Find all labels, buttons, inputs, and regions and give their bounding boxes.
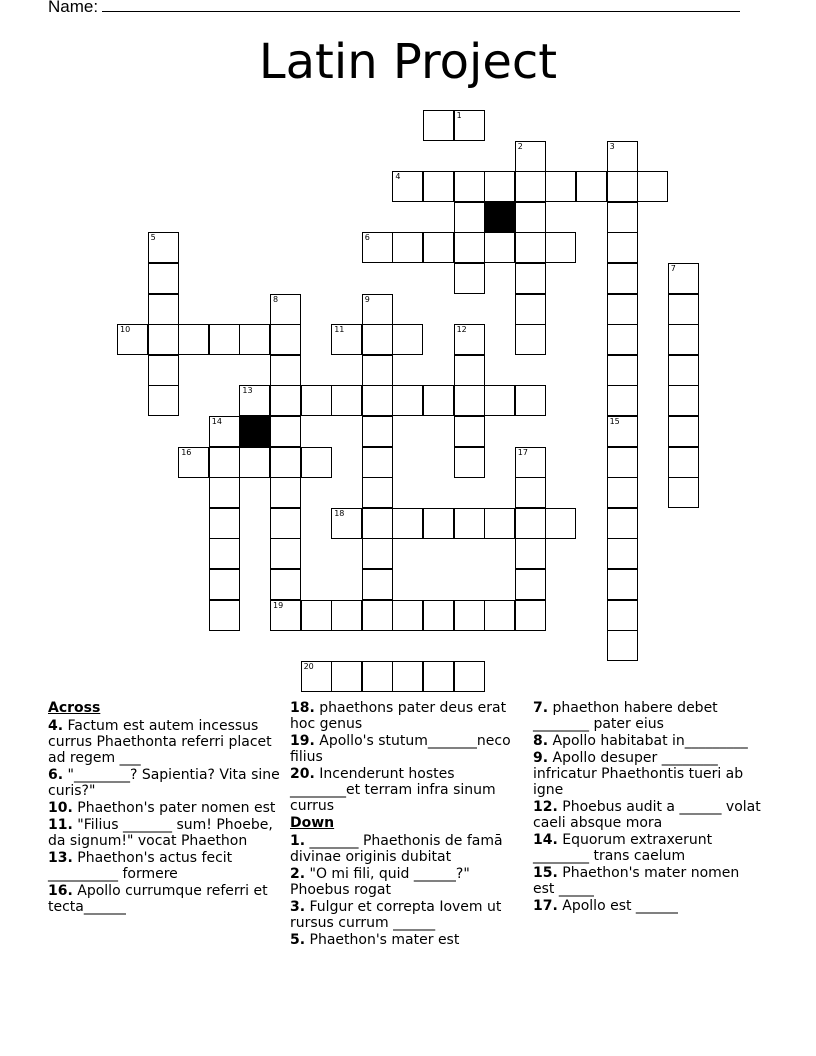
crossword-cell[interactable]	[362, 600, 393, 631]
crossword-cell[interactable]	[270, 447, 301, 478]
clue-item	[533, 898, 765, 914]
crossword-cell[interactable]	[392, 324, 423, 355]
crossword-cell[interactable]	[454, 355, 485, 386]
crossword-cell[interactable]	[607, 569, 638, 600]
clue-number: 1.	[290, 833, 306, 849]
cell-number: 12	[456, 325, 467, 335]
crossword-cell[interactable]	[392, 508, 423, 539]
crossword-cell[interactable]	[423, 110, 454, 141]
crossword-cell[interactable]	[270, 477, 301, 508]
clue-item	[48, 767, 280, 799]
clue-number: 4.	[48, 718, 64, 734]
crossword-cell[interactable]	[515, 263, 546, 294]
crossword-cell[interactable]	[454, 661, 485, 692]
cell-number: 17	[517, 447, 528, 457]
crossword-cell[interactable]	[423, 171, 454, 202]
cell-number: 7	[670, 264, 676, 273]
clue-item	[290, 733, 522, 765]
cell-number: 19	[273, 600, 284, 610]
crossword-cell[interactable]	[423, 508, 454, 539]
crossword-cell[interactable]	[515, 232, 546, 263]
clue-text: Phaethon's pater nomen est	[72, 800, 276, 816]
clue-item	[290, 766, 522, 814]
crossword-cell[interactable]	[454, 385, 485, 416]
cell-number: 13	[242, 386, 253, 396]
crossword-cell[interactable]	[515, 141, 546, 172]
clue-item	[290, 899, 522, 931]
black-cell	[239, 416, 270, 447]
crossword-cell[interactable]	[668, 477, 699, 508]
crossword-cell[interactable]	[239, 447, 270, 478]
cell-number: 20	[303, 661, 314, 671]
clue-number: 18.	[290, 700, 315, 716]
crossword-cell[interactable]	[607, 141, 638, 172]
clue-item	[48, 850, 280, 882]
crossword-cell[interactable]	[331, 508, 362, 539]
crossword-cell[interactable]	[209, 324, 240, 355]
crossword-cell[interactable]	[209, 447, 240, 478]
crossword-cell[interactable]	[270, 324, 301, 355]
crossword-cell[interactable]	[301, 385, 332, 416]
crossword-cell[interactable]	[270, 569, 301, 600]
crossword-cell[interactable]	[209, 416, 240, 447]
crossword-cell[interactable]	[668, 324, 699, 355]
clue-text: Phaethon's actus fecit __________ formere	[48, 850, 233, 882]
clue-number: 8.	[533, 733, 549, 749]
clue-number: 20.	[290, 766, 315, 782]
page-title: Latin Project	[258, 34, 558, 90]
clue-text: Phaethon's mater est	[305, 932, 460, 948]
crossword-cell[interactable]	[607, 202, 638, 233]
clue-text: phaethon habere debet ________ pater eius	[533, 700, 718, 732]
clue-number: 10.	[48, 800, 73, 816]
crossword-cell[interactable]	[209, 600, 240, 631]
clue-number: 17.	[533, 898, 558, 914]
crossword-cell[interactable]	[392, 385, 423, 416]
clue-text: _______ Phaethonis de famā divinae originis dubitat	[290, 833, 503, 865]
crossword-cell[interactable]	[607, 477, 638, 508]
crossword-cell[interactable]	[423, 661, 454, 692]
clue-number: 7.	[533, 700, 549, 716]
crossword-cell[interactable]	[515, 569, 546, 600]
crossword-cell[interactable]	[607, 630, 638, 661]
crossword-cell[interactable]	[270, 355, 301, 386]
crossword-cell[interactable]	[392, 232, 423, 263]
crossword-cell[interactable]	[423, 385, 454, 416]
clue-number: 15.	[533, 865, 558, 881]
crossword-cell[interactable]	[148, 324, 179, 355]
clue-item	[533, 733, 765, 749]
clues-column-3	[533, 700, 765, 915]
crossword-cell[interactable]	[148, 355, 179, 386]
clue-number: 5.	[290, 932, 306, 948]
crossword-cell[interactable]	[515, 171, 546, 202]
clue-text: Apollo habitabat in_________	[548, 733, 748, 749]
cell-number: 8	[273, 294, 279, 304]
crossword-cell[interactable]	[148, 263, 179, 294]
crossword-cell[interactable]	[668, 447, 699, 478]
clue-item	[533, 865, 765, 897]
crossword-cell[interactable]	[668, 263, 699, 294]
clue-item	[48, 718, 280, 766]
crossword-cell[interactable]	[117, 324, 148, 355]
clue-number: 16.	[48, 883, 73, 899]
crossword-cell[interactable]	[362, 324, 393, 355]
clue-item	[533, 700, 765, 732]
clue-item	[290, 932, 522, 948]
clue-item	[533, 832, 765, 864]
cell-number: 4	[395, 172, 401, 182]
black-cell	[484, 202, 515, 233]
crossword-cell[interactable]	[392, 171, 423, 202]
crossword-cell[interactable]	[545, 508, 576, 539]
crossword-cell[interactable]	[270, 416, 301, 447]
clues-column-2	[290, 700, 522, 949]
crossword-cell[interactable]	[545, 171, 576, 202]
clue-number: 12.	[533, 799, 558, 815]
clue-item	[290, 833, 522, 865]
clue-text: Incenderunt hostes ________et terram infra sinum currus	[290, 766, 496, 814]
crossword-cell[interactable]	[178, 324, 209, 355]
clue-text: phaethons pater deus erat hoc genus	[290, 700, 507, 732]
crossword-cell[interactable]	[607, 294, 638, 325]
crossword-cell[interactable]	[454, 232, 485, 263]
cell-number: 16	[181, 447, 192, 457]
crossword-cell[interactable]	[270, 508, 301, 539]
crossword-cell[interactable]	[362, 355, 393, 386]
clue-text: Apollo currumque referri et tecta______	[48, 883, 268, 915]
cell-number: 9	[364, 294, 370, 304]
clue-item	[533, 799, 765, 831]
clue-item	[290, 700, 522, 732]
crossword-cell[interactable]	[607, 447, 638, 478]
cell-number: 14	[211, 417, 222, 426]
clue-text: Equorum extraxerunt ________ trans caelum	[533, 832, 713, 864]
clue-text: "________? Sapientia? Vita sine curis?"	[48, 767, 280, 799]
cell-number: 15	[609, 417, 620, 426]
cell-number: 3	[609, 141, 615, 151]
crossword-cell[interactable]	[209, 508, 240, 539]
clue-item	[533, 750, 765, 798]
clue-text: Apollo est ______	[557, 898, 678, 914]
cell-number: 1	[456, 111, 462, 120]
cell-number: 5	[150, 233, 156, 243]
crossword-cell[interactable]	[607, 416, 638, 447]
crossword-cell[interactable]	[668, 294, 699, 325]
crossword-cell[interactable]	[301, 661, 332, 692]
crossword-cell[interactable]	[362, 508, 393, 539]
clue-number: 2.	[290, 866, 306, 882]
crossword-cell[interactable]	[270, 600, 301, 631]
crossword-cell[interactable]	[607, 508, 638, 539]
crossword-cell[interactable]	[607, 385, 638, 416]
crossword-cell[interactable]	[148, 385, 179, 416]
crossword-cell[interactable]	[454, 171, 485, 202]
crossword-cell[interactable]	[607, 355, 638, 386]
crossword-cell[interactable]	[515, 202, 546, 233]
crossword-cell[interactable]	[209, 538, 240, 569]
crossword-cell[interactable]	[454, 263, 485, 294]
crossword-cell[interactable]	[362, 538, 393, 569]
crossword-cell[interactable]	[607, 263, 638, 294]
crossword-cell[interactable]	[362, 477, 393, 508]
crossword-cell[interactable]	[668, 355, 699, 386]
clue-item	[290, 866, 522, 898]
crossword-cell[interactable]	[362, 661, 393, 692]
crossword-cell[interactable]	[484, 508, 515, 539]
clue-number: 19.	[290, 733, 315, 749]
clue-item	[48, 800, 280, 816]
cell-number: 18	[334, 508, 345, 518]
crossword-cell[interactable]	[331, 661, 362, 692]
crossword-cell[interactable]	[178, 447, 209, 478]
crossword-cell[interactable]	[423, 600, 454, 631]
crossword-cell[interactable]	[362, 569, 393, 600]
crossword-cell[interactable]	[607, 538, 638, 569]
crossword-cell[interactable]	[301, 447, 332, 478]
crossword-cell[interactable]	[576, 171, 607, 202]
crossword-cell[interactable]	[209, 569, 240, 600]
crossword-cell[interactable]	[515, 294, 546, 325]
crossword-cell[interactable]	[607, 171, 638, 202]
clues-column-1	[48, 700, 280, 916]
crossword-cell[interactable]	[209, 477, 240, 508]
across-heading: Across	[48, 700, 101, 716]
crossword-cell[interactable]	[301, 600, 332, 631]
cell-number: 11	[334, 325, 345, 335]
clue-text: Apollo's stutum_______neco filius	[290, 733, 511, 765]
crossword-cell[interactable]	[392, 661, 423, 692]
crossword-cell[interactable]	[362, 447, 393, 478]
crossword-cell[interactable]	[668, 416, 699, 447]
crossword-cell[interactable]	[239, 324, 270, 355]
crossword-cell[interactable]	[331, 385, 362, 416]
clue-item	[48, 883, 280, 915]
cell-number: 6	[364, 233, 370, 243]
crossword-cell[interactable]	[362, 232, 393, 263]
crossword-cell[interactable]	[454, 600, 485, 631]
clue-text: Apollo desuper ________ infricatur Phaethontis tueri ab igne	[533, 750, 744, 798]
crossword-cell[interactable]	[607, 232, 638, 263]
clue-text: "O mi fili, quid ______?" Phoebus rogat	[290, 866, 470, 898]
clue-item	[48, 817, 280, 849]
crossword-cell[interactable]	[545, 232, 576, 263]
crossword-cell[interactable]	[270, 385, 301, 416]
crossword-cell[interactable]	[362, 294, 393, 325]
crossword-cell[interactable]	[484, 385, 515, 416]
crossword-cell[interactable]	[515, 508, 546, 539]
crossword-cell[interactable]	[515, 477, 546, 508]
crossword-cell[interactable]	[484, 600, 515, 631]
crossword-cell[interactable]	[392, 600, 423, 631]
crossword-cell[interactable]	[148, 232, 179, 263]
crossword-cell[interactable]	[239, 385, 270, 416]
crossword-cell[interactable]	[423, 232, 454, 263]
crossword-cell[interactable]	[607, 324, 638, 355]
crossword-cell[interactable]	[362, 385, 393, 416]
clue-text: "Filius _______ sum! Phoebe, da signum!" vocat Phaethon	[48, 817, 273, 849]
crossword-cell[interactable]	[454, 508, 485, 539]
crossword-cell[interactable]	[454, 416, 485, 447]
crossword-cell[interactable]	[668, 385, 699, 416]
crossword-cell[interactable]	[270, 294, 301, 325]
crossword-cell[interactable]	[454, 202, 485, 233]
crossword-cell[interactable]	[454, 324, 485, 355]
cell-number: 2	[517, 141, 523, 151]
crossword-cell[interactable]	[270, 538, 301, 569]
down-heading: Down	[290, 815, 335, 831]
clue-number: 3.	[290, 899, 306, 915]
crossword-cell[interactable]	[484, 232, 515, 263]
crossword-cell[interactable]	[331, 324, 362, 355]
clue-text: Phaethon's mater nomen est _____	[533, 865, 740, 897]
crossword-cell[interactable]	[515, 447, 546, 478]
clue-number: 9.	[533, 750, 549, 766]
crossword-cell[interactable]	[454, 110, 485, 141]
clue-number: 13.	[48, 850, 73, 866]
crossword-cell[interactable]	[454, 447, 485, 478]
crossword-cell[interactable]	[484, 171, 515, 202]
crossword-cell[interactable]	[515, 600, 546, 631]
crossword-cell[interactable]	[515, 538, 546, 569]
clue-text: Factum est autem incessus currus Phaethonta referri placet ad regem ___	[48, 718, 272, 766]
crossword-cell[interactable]	[331, 600, 362, 631]
crossword-cell[interactable]	[148, 294, 179, 325]
clue-text: Fulgur et correpta Iovem ut rursus currum ______	[290, 899, 502, 931]
crossword-cell[interactable]	[362, 416, 393, 447]
clue-number: 14.	[533, 832, 558, 848]
clue-number: 6.	[48, 767, 64, 783]
crossword-cell[interactable]	[515, 324, 546, 355]
crossword-cell[interactable]	[637, 171, 668, 202]
crossword-cell[interactable]	[515, 385, 546, 416]
name-label: Name:	[48, 0, 99, 16]
crossword-cell[interactable]	[607, 600, 638, 631]
clue-text: Phoebus audit a ______ volat caeli absque mora	[533, 799, 761, 831]
clue-number: 11.	[48, 817, 73, 833]
cell-number: 10	[120, 325, 131, 335]
